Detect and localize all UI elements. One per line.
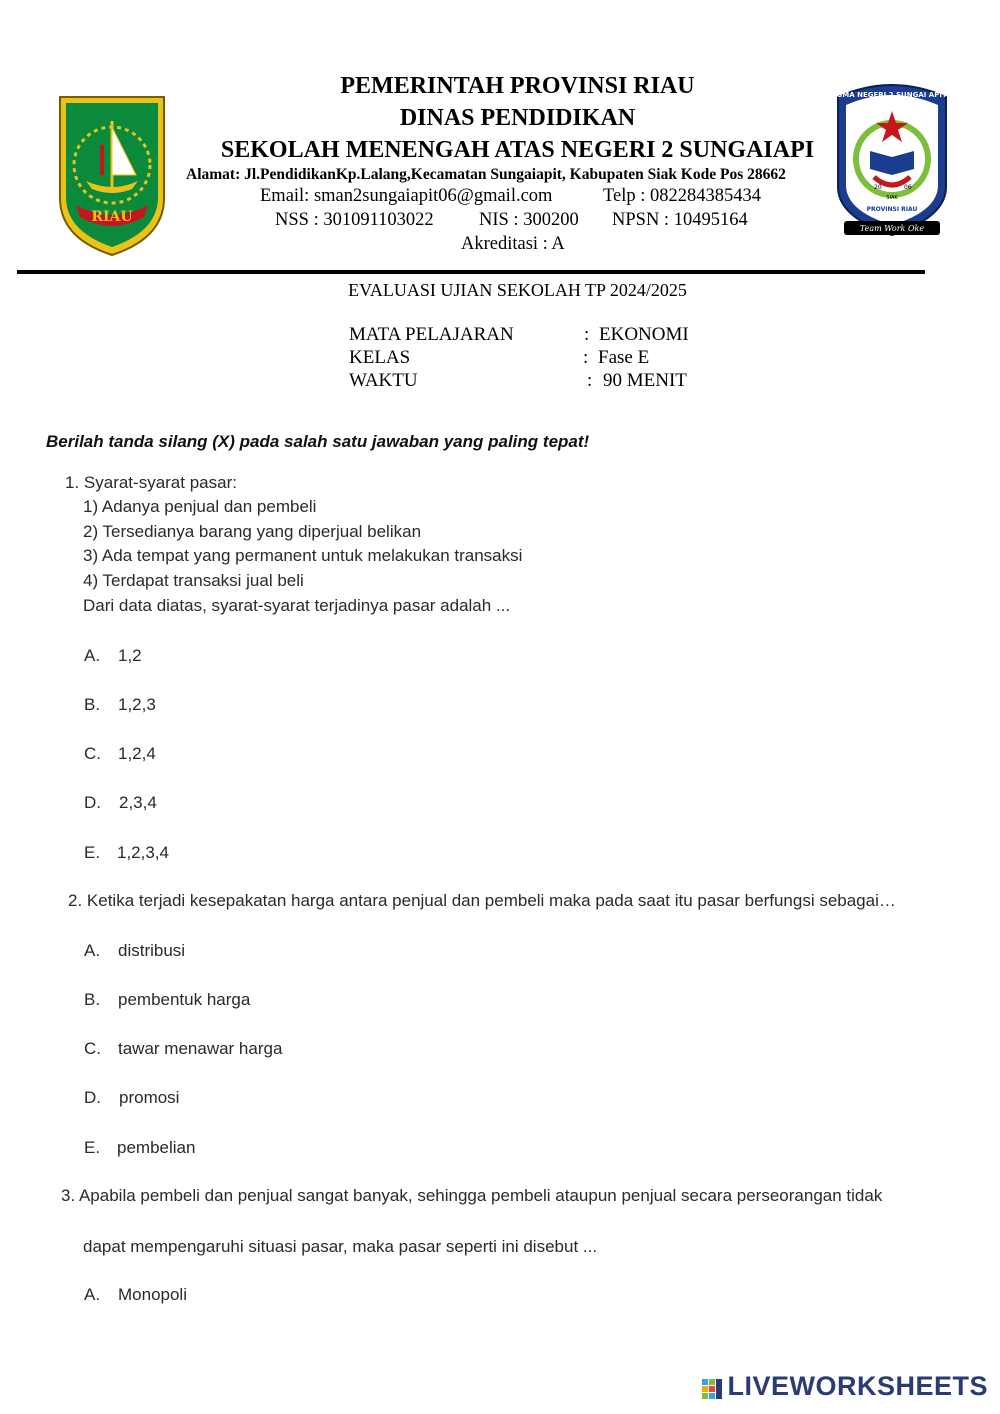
option-text: 1,2 (118, 646, 142, 665)
header-department: DINAS PENDIDIKAN (399, 105, 636, 131)
option-text: pembentuk harga (118, 990, 251, 1009)
question-line: 4) Terdapat transaksi jual beli (83, 571, 304, 590)
header-npsn: NPSN : 10495164 (612, 210, 748, 230)
question-line: 3) Ada tempat yang permanent untuk melakukan transaksi (83, 546, 523, 565)
instruction: Berilah tanda silang (X) pada salah satu jawaban yang paling tepat! (46, 432, 590, 451)
meta-value: EKONOMI (599, 324, 689, 345)
option-text: tawar menawar harga (118, 1039, 283, 1058)
svg-text:SMA NEGERI 2 SUNGAI APIT: SMA NEGERI 2 SUNGAI APIT (837, 91, 947, 99)
meta-value: 90 MENIT (603, 370, 687, 391)
option-text: Monopoli (118, 1285, 187, 1304)
exam-title: EVALUASI UJIAN SEKOLAH TP 2024/2025 (348, 280, 687, 300)
question-stem: 3. Apabila pembeli dan penjual sangat banyak, sehingga pembeli ataupun penjual secara perseorangan tidak (61, 1186, 883, 1205)
question-line: 1) Adanya penjual dan pembeli (83, 497, 317, 516)
header-school-name: SEKOLAH MENENGAH ATAS NEGERI 2 SUNGAIAPI (220, 137, 815, 163)
header-nss: NSS : 301091103022 (275, 210, 434, 230)
header-email: Email: sman2sungaiapit06@gmail.com (260, 186, 553, 206)
header-government: PEMERINTAH PROVINSI RIAU (340, 73, 695, 99)
header-nis: NIS : 300200 (479, 210, 579, 230)
question-stem: 2. Ketika terjadi kesepakatan harga antara penjual dan pembeli maka pada saat itu pasar berfungsi sebagai… (68, 891, 896, 910)
meta-label: WAKTU (349, 370, 418, 391)
meta-separator: : (587, 370, 593, 391)
option-letter: B. (84, 695, 101, 714)
option-letter: A. (84, 941, 101, 960)
option-text: distribusi (118, 941, 186, 960)
option-letter: C. (84, 744, 101, 763)
watermark-text: LIVEWORKSHEETS (727, 1371, 988, 1401)
svg-text:06: 06 (904, 184, 912, 191)
option-text: 1,2,3,4 (117, 843, 169, 862)
header-phone: Telp : 082284385434 (603, 186, 761, 206)
option-letter: A. (84, 1285, 101, 1304)
option-letter: A. (84, 646, 101, 665)
option-text: pembelian (117, 1138, 196, 1157)
question-line: 2) Tersedianya barang yang diperjual belikan (83, 522, 422, 541)
meta-label: MATA PELAJARAN (349, 324, 514, 345)
liveworksheets-logo-icon (701, 1376, 723, 1398)
option-text: 1,2,4 (118, 744, 156, 763)
option-letter: E. (84, 843, 101, 862)
svg-text:Team Work Oke: Team Work Oke (859, 224, 925, 233)
meta-label: KELAS (349, 347, 411, 368)
header-akreditasi: Akreditasi : A (461, 234, 565, 254)
question-line: Dari data diatas, syarat-syarat terjadinya pasar adalah ... (83, 596, 511, 615)
header-divider (17, 270, 925, 274)
meta-value: Fase E (598, 347, 650, 368)
option-text: promosi (119, 1088, 180, 1107)
option-letter: E. (84, 1138, 101, 1157)
svg-text:SIAK: SIAK (886, 195, 898, 201)
meta-separator: : (584, 324, 590, 345)
question-stem-continued: dapat mempengaruhi situasi pasar, maka pasar seperti ini disebut ... (83, 1237, 598, 1256)
svg-text:20: 20 (874, 184, 882, 191)
svg-text:RIAU: RIAU (91, 209, 133, 225)
option-letter: B. (84, 990, 101, 1009)
option-letter: C. (84, 1039, 101, 1058)
meta-separator: : (583, 347, 589, 368)
option-letter: D. (84, 793, 101, 812)
liveworksheets-watermark[interactable] (701, 1371, 988, 1402)
option-text: 1,2,3 (118, 695, 156, 714)
svg-text:PROVINSI RIAU: PROVINSI RIAU (866, 206, 918, 213)
option-letter: D. (84, 1088, 101, 1107)
header-address: Alamat: Jl.PendidikanKp.Lalang,Kecamatan Sungaiapit, Kabupaten Siak Kode Pos 28662 (186, 166, 786, 183)
option-text: 2,3,4 (119, 793, 157, 812)
question-stem: 1. Syarat-syarat pasar: (65, 473, 237, 492)
